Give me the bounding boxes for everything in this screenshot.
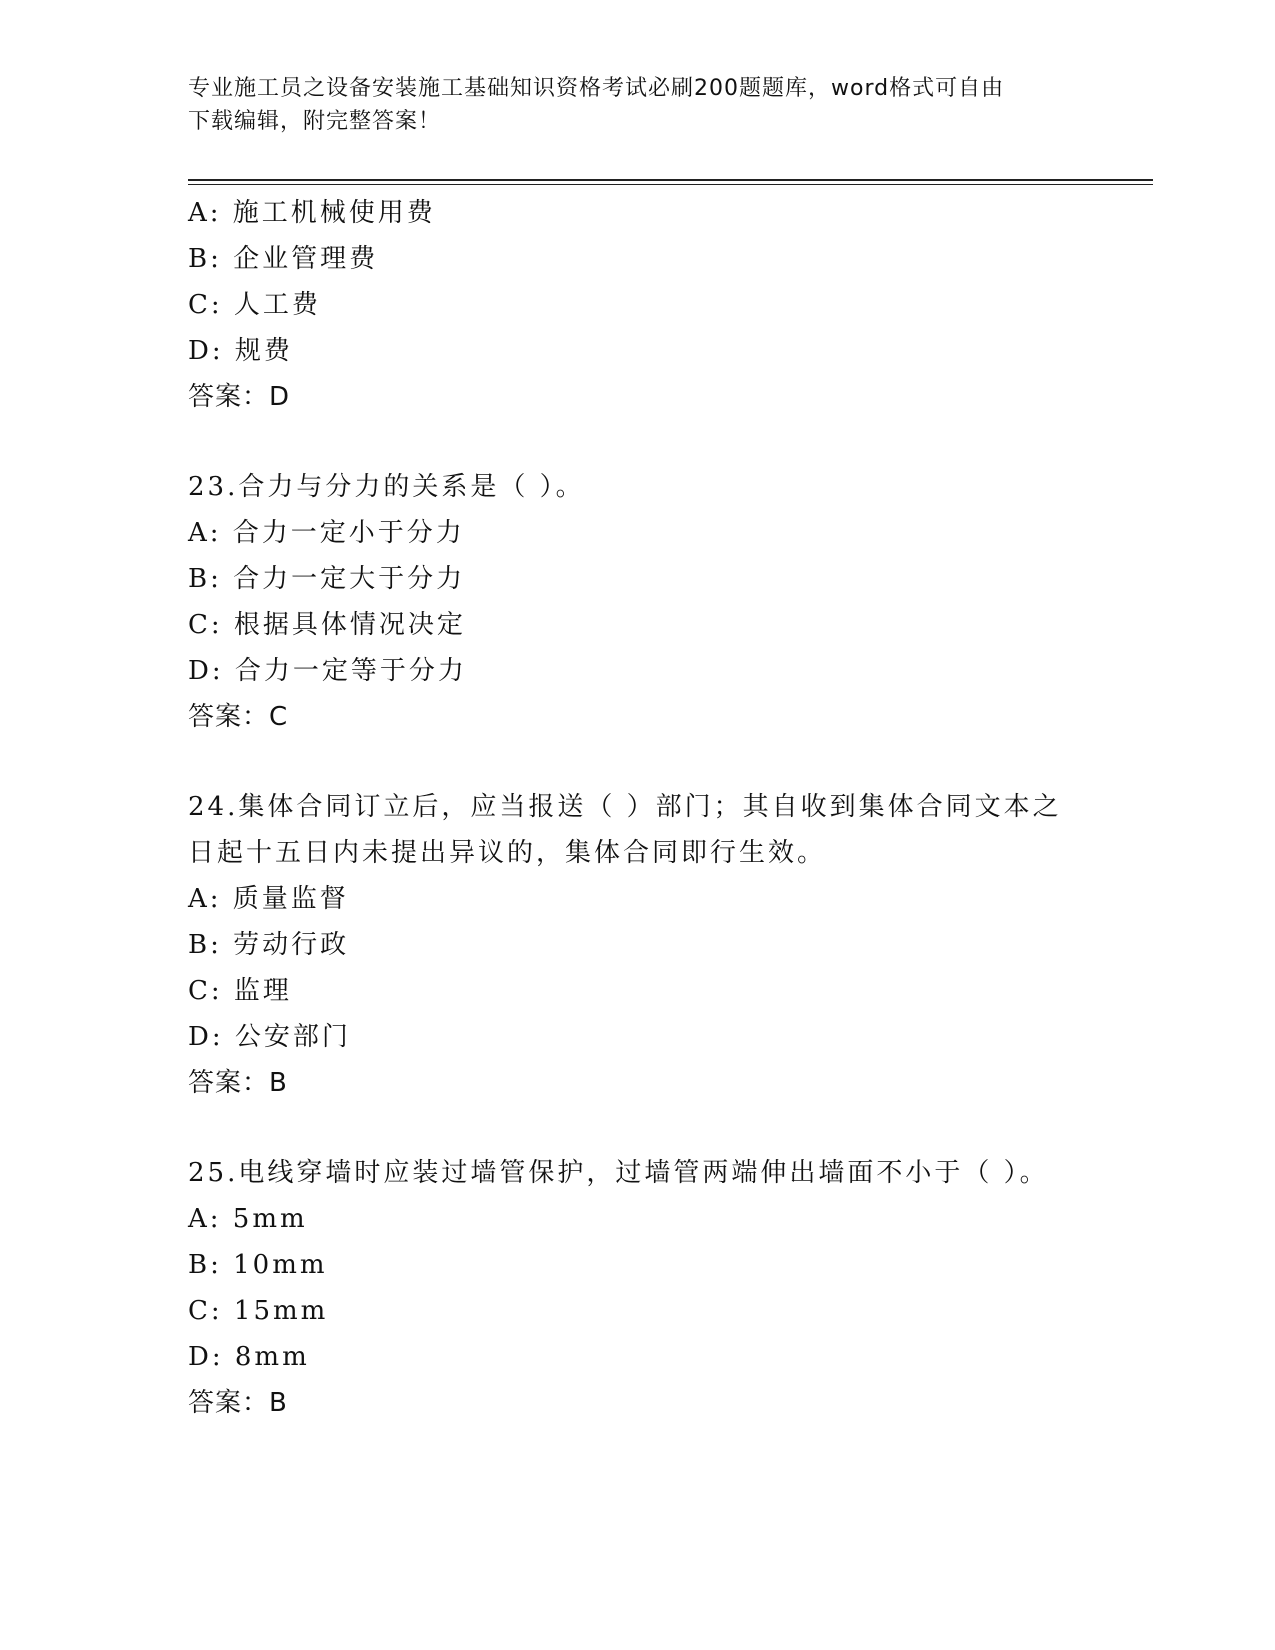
document-header [188,72,1088,138]
option-a: A: 合力一定小于分力 [188,518,465,548]
option-d: D: 公安部门 [188,1022,351,1052]
option-a: A: 施工机械使用费 [188,198,436,228]
question-22 [188,190,1148,420]
question-stem-line-1: 24.集体合同订立后，应当报送（ ）部门；其自收到集体合同文本之 [188,792,1062,822]
option-b: B: 合力一定大于分力 [188,564,466,594]
question-stem: 23.合力与分力的关系是（ ）。 [188,472,585,502]
answer: 答案：B [188,1068,288,1098]
option-c: C: 监理 [188,976,292,1006]
question-23 [188,464,1148,740]
option-d: D: 合力一定等于分力 [188,656,467,686]
answer: 答案：C [188,702,289,732]
option-a: A: 质量监督 [188,884,349,914]
question-stem-line-2: 日起十五日内未提出异议的，集体合同即行生效。 [188,838,827,868]
spacer [188,1106,1148,1150]
option-d: D: 规费 [188,336,293,366]
spacer [188,740,1148,784]
answer: 答案：B [188,1388,288,1418]
option-d: D: 8mm [188,1342,310,1372]
option-c: C: 人工费 [188,290,321,320]
question-stem: 25.电线穿墙时应装过墙管保护，过墙管两端伸出墙面不小于（ ）。 [188,1158,1049,1188]
option-c: C: 根据具体情况决定 [188,610,466,640]
header-line-1: 专业施工员之设备安装施工基础知识资格考试必刷200题题库，word格式可自由 [188,76,1005,101]
answer: 答案：D [188,382,291,412]
header-line-2: 下载编辑，附完整答案！ [188,109,442,134]
option-a: A: 5mm [188,1204,308,1234]
question-content [188,190,1148,1426]
header-rule-thick [188,179,1153,181]
question-24 [188,784,1148,1106]
option-b: B: 企业管理费 [188,244,379,274]
option-b: B: 劳动行政 [188,930,350,960]
question-25 [188,1150,1148,1426]
spacer [188,420,1148,464]
option-b: B: 10mm [188,1250,328,1280]
header-rule-thin [188,184,1153,185]
option-c: C: 15mm [188,1296,329,1326]
